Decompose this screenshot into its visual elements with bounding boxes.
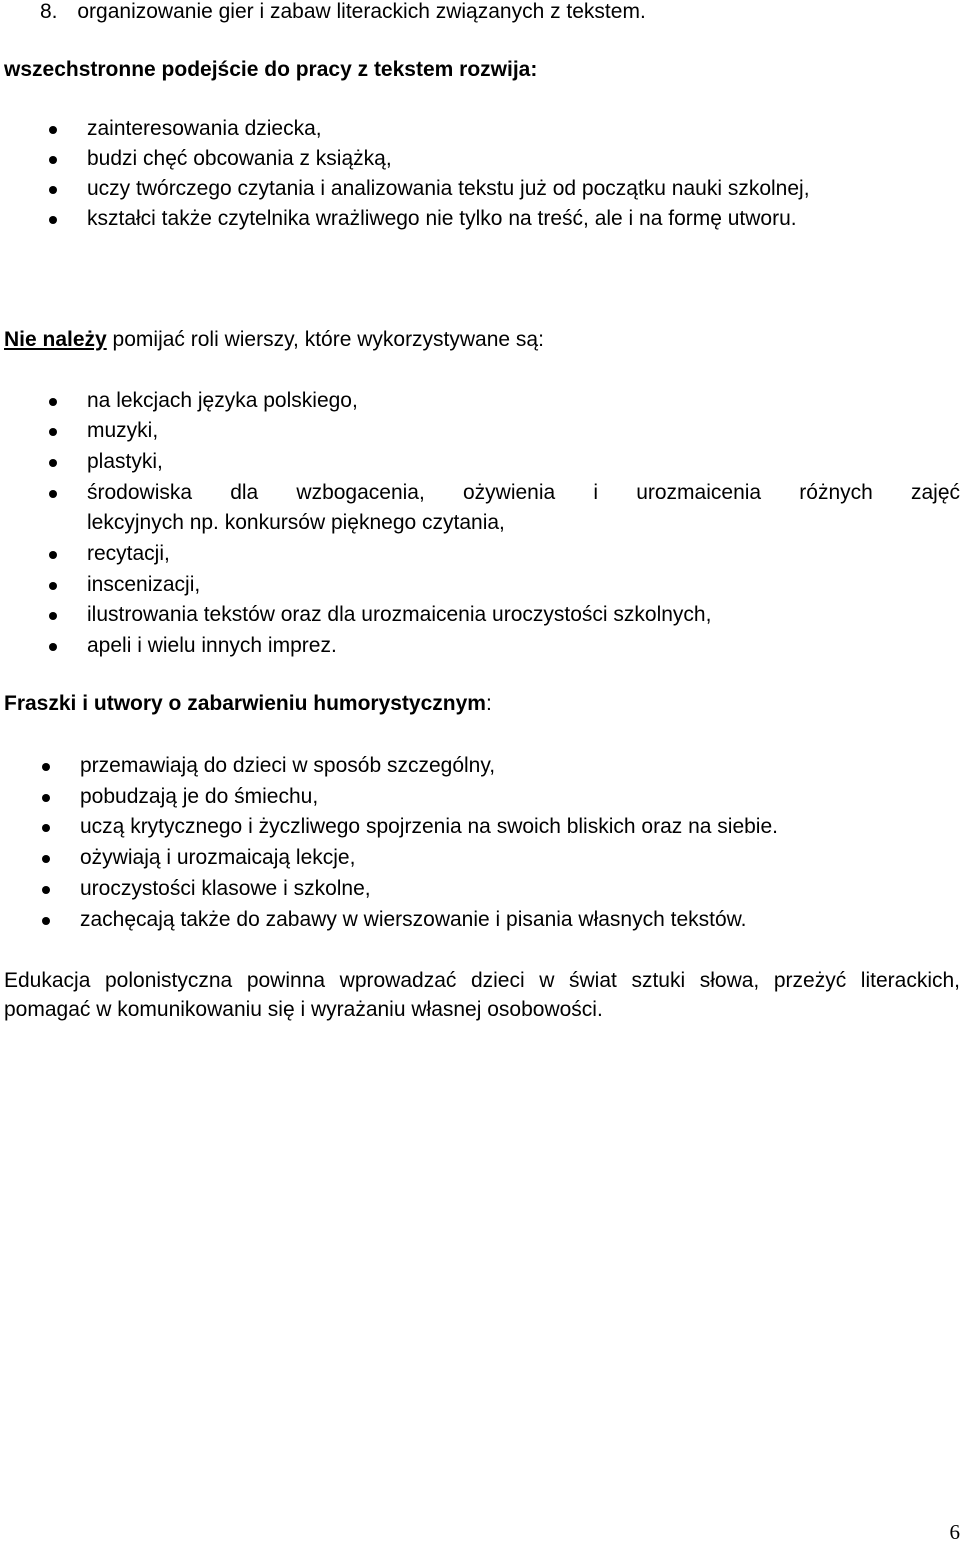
section2-heading-emphasis: Nie należy <box>4 328 107 351</box>
bullet-icon <box>49 216 57 224</box>
section3-heading-emphasis: Fraszki i utwory o zabarwieniu humorystycznym <box>4 692 486 715</box>
list-item: uczą krytycznego i życzliwego spojrzenia na swoich bliskich oraz na siebie. <box>80 815 778 839</box>
bullet-icon <box>49 186 57 194</box>
bullet-icon <box>49 398 57 406</box>
list-item: uroczystości klasowe i szkolne, <box>80 877 371 901</box>
list-item: ilustrowania tekstów oraz dla urozmaicenia uroczystości szkolnych, <box>87 603 711 627</box>
list-item: kształci także czytelnika wrażliwego nie tylko na treść, ale i na formę utworu. <box>87 207 797 231</box>
section3-heading <box>4 692 492 716</box>
bullet-icon <box>42 794 50 802</box>
bullet-icon <box>49 126 57 134</box>
bullet-icon <box>49 156 57 164</box>
item-text: organizowanie gier i zabaw literackich związanych z tekstem. <box>77 0 645 23</box>
list-item: ożywiają i urozmaicają lekcje, <box>80 846 355 870</box>
section2-heading-text: pomijać roli wierszy, które wykorzystywane są: <box>107 328 544 351</box>
list-item: zachęcają także do zabawy w wierszowanie i pisania własnych tekstów. <box>80 908 747 932</box>
page-number: 6 <box>950 1520 960 1545</box>
bullet-icon <box>49 643 57 651</box>
bullet-icon <box>49 612 57 620</box>
bullet-icon <box>49 551 57 559</box>
section2-heading <box>4 328 544 352</box>
bullet-icon <box>49 428 57 436</box>
list-item: recytacji, <box>87 542 170 566</box>
list-item: muzyki, <box>87 419 158 443</box>
list-item: pobudzają je do śmiechu, <box>80 785 318 809</box>
list-item: środowiska dla wzbogacenia, ożywienia i urozmaicenia różnych zajęć <box>87 481 960 505</box>
list-item: przemawiają do dzieci w sposób szczególny, <box>80 754 495 778</box>
bullet-icon <box>49 459 57 467</box>
list-item-continuation: lekcyjnych np. konkursów pięknego czytania, <box>87 511 505 535</box>
bullet-icon <box>49 582 57 590</box>
section1-heading: wszechstronne podejście do pracy z tekstem rozwija: <box>4 58 537 82</box>
list-item: budzi chęć obcowania z książką, <box>87 147 392 171</box>
bullet-icon <box>42 855 50 863</box>
list-item: inscenizacji, <box>87 573 200 597</box>
list-item: apeli i wielu innych imprez. <box>87 634 337 658</box>
bullet-icon <box>42 917 50 925</box>
list-item: plastyki, <box>87 450 163 474</box>
numbered-item-8 <box>40 0 646 24</box>
list-item: na lekcjach języka polskiego, <box>87 389 358 413</box>
bullet-icon <box>42 886 50 894</box>
closing-paragraph: Edukacja polonistyczna powinna wprowadzać dzieci w świat sztuki słowa, przeżyć literackich, pomagać w komunikowaniu się i wyrażaniu własnej osobowości. <box>4 966 960 1024</box>
item-number: 8. <box>40 0 58 23</box>
bullet-icon <box>42 763 50 771</box>
bullet-icon <box>49 490 57 498</box>
bullet-icon <box>42 824 50 832</box>
list-item: uczy twórczego czytania i analizowania tekstu już od początku nauki szkolnej, <box>87 177 810 201</box>
section3-heading-text: : <box>486 692 492 715</box>
list-item: zainteresowania dziecka, <box>87 117 322 141</box>
